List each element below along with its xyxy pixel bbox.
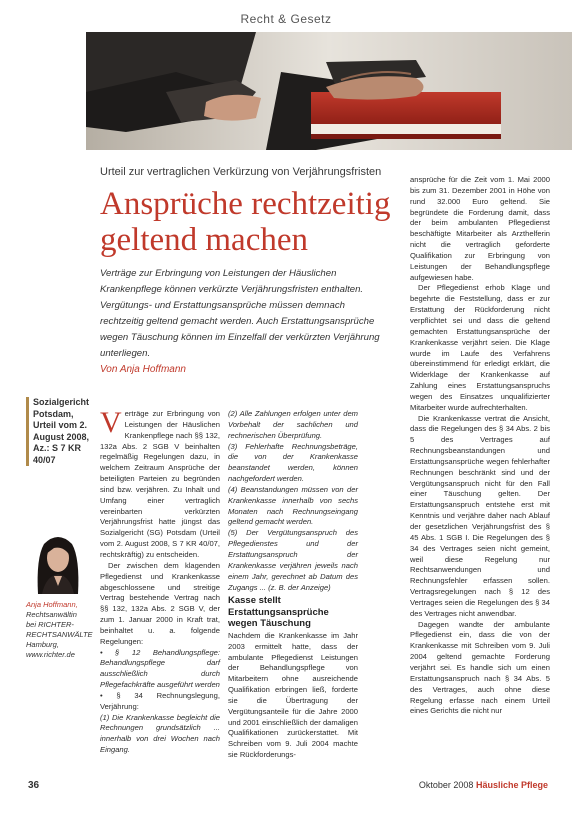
quoted-clause: (5) Der Vergütungsanspruch des Pflegedienstes und der Erstattungsanspruch der Krankenkasse verjähren jeweils nach einem Jahr, gerechnet ab Datum des Zugangs ... (z. B. der Anzeige) <box>228 528 358 592</box>
paragraph: Dagegen wandte der ambulante Pflegedienst ein, dass die von der Krankenkasse mit Schreiben vom 9. Juli 2004 geltend gemachte Forderung verjährt sei. Es handle sich um einen Erstattungsanspruch nach § 34 Abs. 5 des Vertrages, auch ohne diese Regelung erfasse nach einem Urteil eines Gerichts die nicht nur <box>410 619 550 716</box>
quoted-clause: (1) Die Krankenkasse begleicht die Rechnungen grundsätzlich ... innerhalb von drei Wochen nach Eingang. <box>100 712 220 755</box>
caption-text: Rechtsanwältin bei RICHTER-RECHTSANWÄLTE Hamburg, www.richter.de <box>26 610 93 659</box>
article-title: Ansprüche rechtzeitig geltend machen <box>100 186 391 258</box>
magazine-brand: Häusliche Pflege <box>475 780 548 790</box>
page-number: 36 <box>28 780 40 791</box>
paragraph-intro-text: erträge zur Erbringung von Leistungen der Häuslichen Krankenpflege nach §§ 132, 132a Abs. 2 SGB V beinhalten regelmäßig Regelungen dazu, in welchem Zeitraum Ansprüche der beteiligten Parteien zu begründen sind bzw. verjähren. Zu Inhalt und Umfang einer vertraglich vereinbarten verkürzten Verjährungsfrist hatte jüngst das Sozialgericht (SG) Potsdam (Urteil vom 2. August 2008, S 7 KR 40/07, rechtskräftig) zu entscheiden. <box>100 409 220 559</box>
drop-cap: V <box>100 406 122 439</box>
quoted-clause: (4) Beanstandungen müssen von der Krankenkasse innerhalb von sechs Monaten nach Rechnungseingang geltend gemacht werden. <box>228 484 358 527</box>
quoted-clause: (2) Alle Zahlungen erfolgen unter dem Vorbehalt der sachlichen und rechnerischen Überprüfung. <box>228 409 358 440</box>
article-lede: Verträge zur Erbringung von Leistungen der Häuslichen Krankenpflege können verkürzte Verjährungsfristen enthalten. Vergütungs- und Erstattungsansprüche müssen demnach rechtzeitig geltend gemacht werden. Auch Erstattungsansprüche wegen Täuschung können im Einzelfall der verkürzten Verjährung unterliegen. <box>100 268 380 359</box>
paragraph: Der Pflegedienst erhob Klage und begehrte die Feststellung, dass er zur Erstattung der Rückforderung nicht verpflichtet sei und dass die geltend gemachten Erstattungsansprüche der Krankenkasse verjährt seien. Die Klage wurde im Laufe des Verfahrens übereinstimmend für erledigt erklärt, die Widerklage der Krankenkasse auf Zahlung eines Erstattungsanspruchs wegen des Einsatzes unqualifizierter Mitarbeiter wurde aufrechterhalten. <box>410 283 550 412</box>
issue-date: Oktober 2008 <box>418 780 474 790</box>
quoted-clause: (3) Fehlerhafte Rechnungsbeträge, die von der Krankenkasse beanstandet werden, können nachgefordert werden. <box>228 441 358 484</box>
paragraph: Nachdem die Krankenkasse im Jahr 2003 ermittelt hatte, dass der ambulante Pflegedienst Leistungen der Behandlungspflege von Mitarbeitern ohne ausreichende Qualifikation erbringen ließ, forderte sie die Übertragung der Vergütungsanteile für die Jahre 2000 und 2001 einschließlich der damaligen Qualifikationen zurückerstattet. Mit Schreiben vom 9. Juli 2004 machte sie Rückforderungs- <box>228 630 358 760</box>
list-item: • § 34 Rechnungslegung, Verjährung: <box>100 690 220 711</box>
body-column-3 <box>410 175 550 717</box>
article-kicker: Urteil zur vertraglichen Verkürzung von Verjährungsfristen <box>100 166 382 178</box>
section-header: Recht & Gesetz <box>240 12 332 26</box>
caption-name: Anja Hoffmann, <box>26 600 78 609</box>
body-column-2 <box>228 409 358 761</box>
author-caption <box>26 600 93 660</box>
paragraph: Die Krankenkasse vertrat die Ansicht, dass die Regelungen des § 34 Abs. 2 bis 5 des Vertrages auf Rechnungsbeanstandungen und Erstattungsansprüche wegen fehlerhafter Rechnungen beschränkt sind und der Vergütungsanspruch nicht für den Fall einer Täuschung gelten. Der Erstattungsanspruch entstehe erst mit Kenntnis und verjähre daher nach Ablauf der gesetzlichen Verjährungsfrist des § 45 Abs. 1 SGB I. Die Regelungen des § 34 des Vertrages seien nicht gemeint, weil diese Regelung nur Rechtsanwendungen und Rechnungsfehler erfassen sollen. Vertragsregelungen nach § 12 des Vertrages seien die Regelungen des § 34 des Vertrages nicht anwendbar. <box>410 413 550 618</box>
author-portrait-image <box>30 528 86 594</box>
subheading: Kasse stellt Erstattungsansprüche wegen Täuschung <box>228 595 329 630</box>
list-item: • § 12 Behandlungspflege: Behandlungspflege darf ausschließlich durch Pflegefachkräfte ausgeführt werden <box>100 647 220 690</box>
header-photo <box>86 32 572 150</box>
body-column-1 <box>100 406 220 756</box>
court-reference-box: Sozialgericht Potsdam, Urteil vom 2. August 2008, Az.: S 7 KR 40/07 <box>26 397 97 466</box>
paragraph: ansprüche für die Zeit vom 1. Mai 2000 bis zum 31. Dezember 2001 in Höhe von rund 32.000 Euro geltend. Sie begründete die Forderung damit, dass der beim ambulanten Pflegedienst beschäftigte Mitarbeiter als Arzthelferin nicht die vertraglich geforderte Qualifikation zur Erbringung von Leistungen der Behandlungspflege aufgewiesen habe. <box>410 175 550 282</box>
author-byline: Von Anja Hoffmann <box>100 364 186 375</box>
paragraph: Der zwischen dem klagenden Pflegedienst und Krankenkasse abgeschlossene und streitige Vertrag bestehende Vertrag nach §§ 132, 132a Abs. 2 SGB V, der zum 1. Januar 2000 in Kraft trat, beinhaltet u. a. folgende Regelungen: <box>100 560 220 646</box>
magazine-footer <box>419 780 548 790</box>
paragraph-intro <box>100 406 220 561</box>
author-portrait <box>30 528 86 594</box>
photo-courtroom-hands-gesetzbuch <box>86 32 572 150</box>
